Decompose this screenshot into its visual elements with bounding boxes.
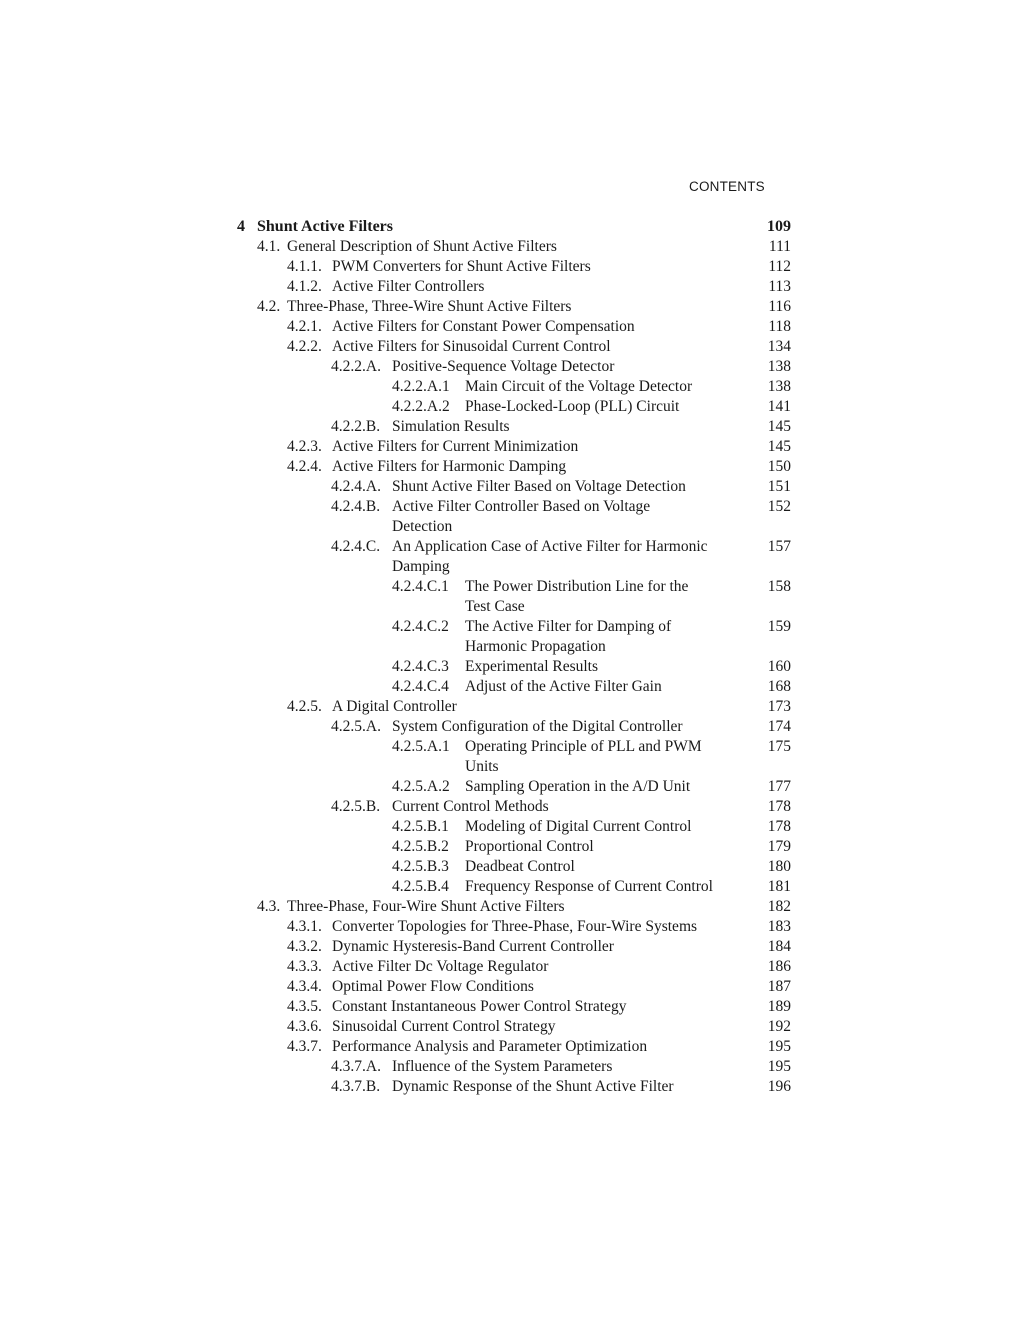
toc-entry-title: Active Filters for Sinusoidal Current Control	[332, 338, 611, 355]
toc-entry[interactable]	[0, 897, 1020, 917]
toc-entry-number: 4.2.5.A.	[331, 718, 381, 735]
toc-entry-title: Current Control Methods	[392, 798, 549, 815]
toc-entry-title: Three-Phase, Three-Wire Shunt Active Filters	[287, 298, 572, 315]
toc-entry-page: 184	[767, 938, 791, 955]
toc-entry-number: 4.2.2.A.	[331, 358, 381, 375]
toc-entry-number: 4.3.5.	[287, 998, 322, 1015]
toc-entry-title: Performance Analysis and Parameter Optimization	[332, 1038, 648, 1055]
toc-entry-title: Sinusoidal Current Control Strategy	[332, 1018, 556, 1035]
toc-entry-number: 4.2.5.B.3	[392, 858, 449, 875]
toc-entry-title: Main Circuit of the Voltage Detector	[465, 378, 693, 395]
toc-entry-title: Experimental Results	[465, 658, 599, 675]
toc-entry[interactable]	[0, 1017, 1020, 1037]
toc-entry-page: 159	[767, 618, 791, 635]
toc-entry-title: Simulation Results	[392, 418, 510, 435]
toc-entry-page: 178	[767, 798, 791, 815]
toc-entry-title: Active Filters for Current Minimization	[332, 438, 579, 455]
toc-entry-page: 180	[767, 858, 791, 875]
toc-entry-number: 4.2.4.C.	[331, 538, 381, 555]
toc-entry[interactable]	[0, 1057, 1020, 1077]
toc-entry-page: 109	[767, 218, 791, 235]
toc-entry-title: The Active Filter for Damping of	[465, 618, 672, 635]
toc-entry-page: 152	[767, 498, 791, 515]
toc-entry-page: 168	[767, 678, 791, 695]
toc-entry-number: 4.3.7.	[287, 1038, 322, 1055]
toc-entry-title: Three-Phase, Four-Wire Shunt Active Filters	[287, 898, 565, 915]
toc-entry[interactable]	[0, 437, 1020, 457]
toc-entry-title: Active Filter Controller Based on Voltage	[392, 498, 651, 515]
toc-entry-number: 4.3.2.	[287, 938, 322, 955]
toc-entry-number: 4.3.1.	[287, 918, 322, 935]
toc-entry-page: 179	[767, 838, 791, 855]
toc-entry-title: Dynamic Hysteresis-Band Current Controller	[332, 938, 614, 955]
toc-entry[interactable]	[0, 697, 1020, 717]
toc-entry-title: A Digital Controller	[332, 698, 457, 715]
toc-entry-title: Active Filters for Constant Power Compensation	[332, 318, 635, 335]
toc-entry-page: 145	[767, 438, 791, 455]
toc-entry[interactable]	[0, 257, 1020, 277]
toc-entry-title: PWM Converters for Shunt Active Filters	[332, 258, 591, 275]
toc-entry-title: System Configuration of the Digital Controller	[392, 718, 683, 735]
toc-entry-number: 4.2.5.A.1	[392, 738, 450, 755]
toc-entry-page: 150	[767, 458, 791, 475]
toc-entry-number: 4.2.5.B.4	[392, 878, 449, 895]
toc-entry[interactable]	[0, 357, 1020, 377]
toc-entry-number: 4.3.4.	[287, 978, 322, 995]
toc-entry[interactable]	[0, 297, 1020, 317]
toc-entry-title: Detection	[392, 518, 453, 535]
toc-entry-page: 181	[767, 878, 791, 895]
toc-entry-number: 4.3.3.	[287, 958, 322, 975]
toc-entry-number: 4.2.2.A.1	[392, 378, 450, 395]
toc-entry[interactable]	[0, 217, 1020, 237]
toc-entry-number: 4.2.4.A.	[331, 478, 381, 495]
toc-entry-page: 116	[768, 298, 791, 315]
toc-entry-title: Frequency Response of Current Control	[465, 878, 713, 895]
toc-entry-continuation[interactable]	[0, 757, 1020, 777]
toc-entry-title: Adjust of the Active Filter Gain	[465, 678, 662, 695]
toc-entry-title: Phase-Locked-Loop (PLL) Circuit	[465, 398, 680, 415]
toc-entry-page: 187	[767, 978, 791, 995]
toc-entry-title: Active Filters for Harmonic Damping	[332, 458, 567, 475]
toc-entry-number: 4.2.4.C.1	[392, 578, 449, 595]
toc-entry-page: 177	[767, 778, 791, 795]
toc-entry-continuation[interactable]	[0, 597, 1020, 617]
toc-entry-number: 4.2.4.B.	[331, 498, 381, 515]
toc-entry[interactable]	[0, 497, 1020, 517]
toc-entry[interactable]	[0, 337, 1020, 357]
toc-entry[interactable]	[0, 977, 1020, 997]
toc-entry-page: 118	[768, 318, 791, 335]
toc-entry-number: 4.2.2.	[287, 338, 322, 355]
toc-entry-title: Shunt Active Filters	[257, 218, 393, 235]
toc-entry-page: 196	[767, 1078, 791, 1095]
toc-entry-page: 158	[767, 578, 791, 595]
toc-entry[interactable]	[0, 457, 1020, 477]
toc-entry[interactable]	[0, 477, 1020, 497]
toc-entry-page: 157	[767, 538, 791, 555]
toc-entry-title: Test Case	[465, 598, 525, 615]
toc-entry-number: 4.1.	[257, 238, 281, 255]
toc-entry[interactable]	[0, 777, 1020, 797]
toc-entry[interactable]	[0, 377, 1020, 397]
toc-entry-title: Constant Instantaneous Power Control Strategy	[332, 998, 627, 1015]
toc-entry-number: 4.2.5.	[287, 698, 322, 715]
running-head: CONTENTS	[689, 179, 765, 194]
toc-entry[interactable]	[0, 1037, 1020, 1057]
toc-entry-number: 4.2.4.C.2	[392, 618, 449, 635]
toc-entry-page: 151	[767, 478, 791, 495]
toc-entry-page: 113	[768, 278, 791, 295]
toc-entry-page: 186	[767, 958, 791, 975]
toc-entry-number: 4.2.4.C.4	[392, 678, 449, 695]
toc-entry[interactable]	[0, 617, 1020, 637]
toc-entry-title: Proportional Control	[465, 838, 594, 855]
toc-entry-number: 4	[237, 218, 245, 235]
toc-entry[interactable]	[0, 917, 1020, 937]
toc-entry-number: 4.3.7.A.	[331, 1058, 381, 1075]
toc-entry[interactable]	[0, 677, 1020, 697]
toc-entry[interactable]	[0, 937, 1020, 957]
toc-entry-number: 4.2.2.B.	[331, 418, 381, 435]
toc-entry-page: 189	[767, 998, 791, 1015]
toc-entry[interactable]	[0, 657, 1020, 677]
table-of-contents	[0, 217, 1020, 1097]
toc-entry[interactable]	[0, 237, 1020, 257]
toc-entry-title: The Power Distribution Line for the	[465, 578, 689, 595]
toc-entry-title: Modeling of Digital Current Control	[465, 818, 692, 835]
toc-entry-page: 182	[767, 898, 791, 915]
toc-entry[interactable]	[0, 397, 1020, 417]
toc-entry-title: Shunt Active Filter Based on Voltage Detection	[392, 478, 686, 495]
toc-entry-number: 4.2.1.	[287, 318, 322, 335]
toc-entry-page: 138	[767, 358, 791, 375]
toc-entry-title: Damping	[392, 558, 450, 575]
toc-entry-continuation[interactable]	[0, 557, 1020, 577]
toc-entry-number: 4.2.3.	[287, 438, 322, 455]
toc-entry[interactable]	[0, 837, 1020, 857]
toc-entry-page: 175	[767, 738, 791, 755]
toc-entry-number: 4.2.5.B.2	[392, 838, 449, 855]
toc-entry-title: General Description of Shunt Active Filters	[287, 238, 557, 255]
toc-entry[interactable]	[0, 1077, 1020, 1097]
toc-entry-number: 4.3.7.B.	[331, 1078, 381, 1095]
toc-entry-page: 183	[767, 918, 791, 935]
toc-entry-page: 138	[767, 378, 791, 395]
toc-entry-number: 4.2.2.A.2	[392, 398, 450, 415]
toc-entry[interactable]	[0, 817, 1020, 837]
toc-entry-continuation[interactable]	[0, 637, 1020, 657]
toc-entry-title: Units	[465, 758, 499, 775]
toc-entry-title: Sampling Operation in the A/D Unit	[465, 778, 691, 795]
toc-entry-page: 195	[767, 1058, 791, 1075]
toc-entry-title: Dynamic Response of the Shunt Active Filter	[392, 1078, 674, 1095]
toc-entry[interactable]	[0, 717, 1020, 737]
toc-entry-number: 4.1.2.	[287, 278, 322, 295]
toc-entry-page: 173	[767, 698, 791, 715]
toc-entry[interactable]	[0, 577, 1020, 597]
toc-entry[interactable]	[0, 857, 1020, 877]
toc-entry-title: Active Filter Controllers	[332, 278, 485, 295]
toc-entry-title: Converter Topologies for Three-Phase, Four-Wire Systems	[332, 918, 698, 935]
toc-entry-title: Harmonic Propagation	[465, 638, 606, 655]
toc-entry-title: Active Filter Dc Voltage Regulator	[332, 958, 549, 975]
toc-entry-continuation[interactable]	[0, 517, 1020, 537]
toc-entry-number: 4.2.4.C.3	[392, 658, 449, 675]
toc-entry-page: 141	[767, 398, 791, 415]
toc-entry-page: 195	[767, 1038, 791, 1055]
toc-entry-title: An Application Case of Active Filter for Harmonic	[392, 538, 708, 555]
toc-entry-title: Optimal Power Flow Conditions	[332, 978, 534, 995]
toc-entry-page: 192	[767, 1018, 791, 1035]
toc-entry-title: Deadbeat Control	[465, 858, 575, 875]
toc-entry-page: 160	[767, 658, 791, 675]
toc-entry-number: 4.1.1.	[287, 258, 322, 275]
toc-entry-number: 4.2.5.B.	[331, 798, 381, 815]
toc-entry-number: 4.2.4.	[287, 458, 322, 475]
toc-entry[interactable]	[0, 317, 1020, 337]
toc-entry[interactable]	[0, 277, 1020, 297]
toc-entry[interactable]	[0, 417, 1020, 437]
toc-entry-title: Influence of the System Parameters	[392, 1058, 613, 1075]
toc-entry[interactable]	[0, 537, 1020, 557]
toc-entry-page: 145	[767, 418, 791, 435]
toc-entry-title: Operating Principle of PLL and PWM	[465, 738, 702, 755]
toc-entry-page: 134	[767, 338, 791, 355]
toc-entry-page: 112	[768, 258, 791, 275]
toc-entry[interactable]	[0, 797, 1020, 817]
toc-entry-page: 111	[768, 238, 791, 255]
toc-entry-title: Positive-Sequence Voltage Detector	[392, 358, 615, 375]
toc-entry-page: 174	[767, 718, 791, 735]
toc-entry[interactable]	[0, 737, 1020, 757]
toc-entry-number: 4.2.	[257, 298, 281, 315]
toc-entry-page: 178	[767, 818, 791, 835]
toc-entry-number: 4.3.6.	[287, 1018, 322, 1035]
toc-entry[interactable]	[0, 877, 1020, 897]
toc-entry-number: 4.3.	[257, 898, 281, 915]
toc-entry[interactable]	[0, 957, 1020, 977]
toc-entry-number: 4.2.5.A.2	[392, 778, 450, 795]
toc-entry-number: 4.2.5.B.1	[392, 818, 449, 835]
toc-entry[interactable]	[0, 997, 1020, 1017]
